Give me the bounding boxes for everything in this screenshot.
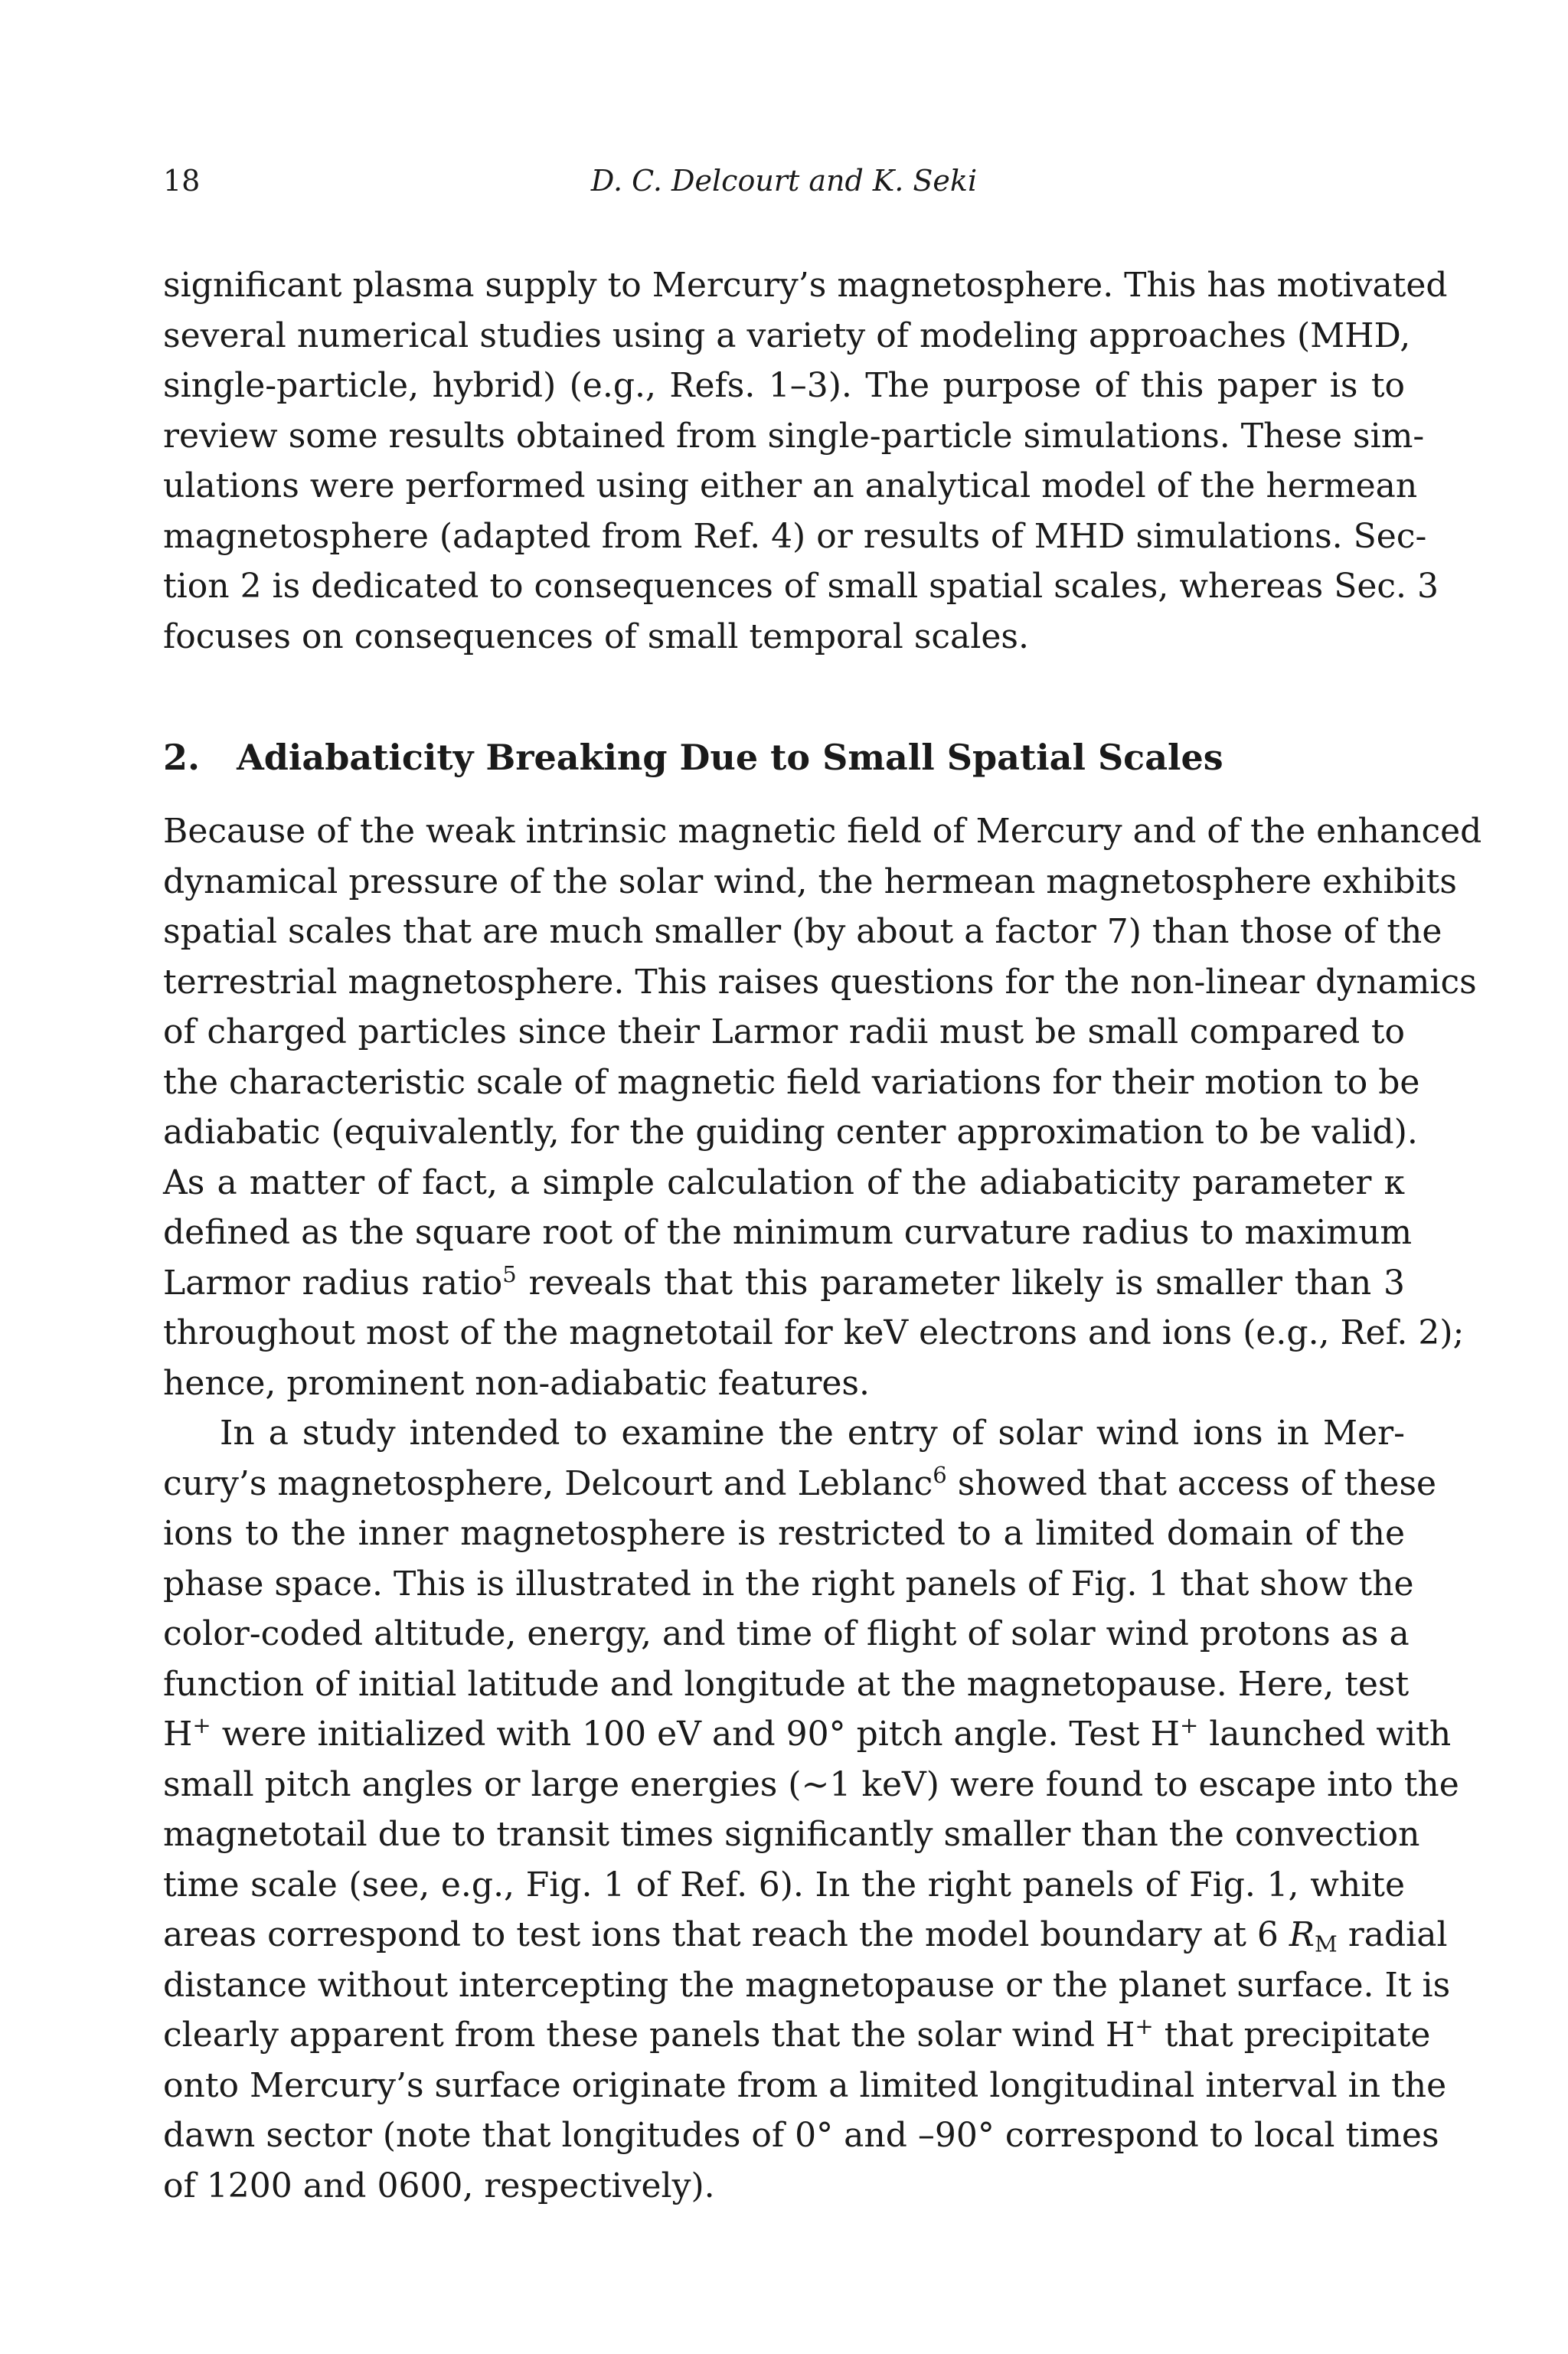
text-line: significant plasma supply to Mercury’s magnetosphere. This has motivated <box>163 266 1448 305</box>
text-line: adiabatic (equivalently, for the guiding center approximation to be valid). <box>163 1113 1418 1152</box>
text-line: Larmor radius ratio$^5$ reveals that this parameter likely is smaller than 3 <box>163 1260 1405 1303</box>
section-heading <box>163 737 1223 778</box>
text-line: magnetosphere (adapted from Ref. 4) or results of MHD simulations. Sec- <box>163 516 1427 556</box>
text-line: time scale (see, e.g., Fig. 1 of Ref. 6). In the right panels of Fig. 1, white <box>163 1865 1405 1904</box>
text-line: ions to the inner magnetosphere is restricted to a limited domain of the <box>163 1514 1405 1553</box>
text-line: the characteristic scale of magnetic field variations for their motion to be <box>163 1062 1420 1102</box>
text-line: cury’s magnetosphere, Delcourt and Leblanc$^6$ showed that access of these <box>163 1461 1437 1503</box>
text-line: defined as the square root of the minimum curvature radius to maximum <box>163 1213 1413 1252</box>
text-line: tion 2 is dedicated to consequences of small spatial scales, whereas Sec. 3 <box>163 567 1439 606</box>
text-line: As a matter of fact, a simple calculation of the adiabaticity parameter κ <box>163 1162 1405 1202</box>
text-line: phase space. This is illustrated in the right panels of Fig. 1 that show the <box>163 1564 1414 1604</box>
ref-superscript: 5 <box>502 1260 517 1287</box>
text-line: hence, prominent non-adiabatic features. <box>163 1363 870 1403</box>
page-header <box>163 164 1405 202</box>
text-line: magnetotail due to transit times significantly smaller than the convection <box>163 1815 1420 1854</box>
text-line: several numerical studies using a variety of modeling approaches (MHD, <box>163 316 1411 355</box>
text-line: of charged particles since their Larmor radii must be small compared to <box>163 1012 1405 1051</box>
text-line: terrestrial magnetosphere. This raises questions for the non-linear dynamics <box>163 962 1477 1002</box>
text-line: clearly apparent from these panels that the solar wind H+ that precipitate <box>163 2013 1431 2055</box>
text-line: review some results obtained from single-particle simulations. These sim- <box>163 416 1425 456</box>
text-line: throughout most of the magnetotail for keV electrons and ions (e.g., Ref. 2); <box>163 1313 1465 1352</box>
section-title: Adiabaticity Breaking Due to Small Spatial Scales <box>237 737 1223 778</box>
ref-superscript: 6 <box>933 1461 947 1488</box>
text-line: small pitch angles or large energies (∼1 keV) were found to escape into the <box>163 1764 1459 1804</box>
text-line: H+ were initialized with 100 eV and 90° pitch angle. Test H+ launched with <box>163 1712 1452 1754</box>
running-head: D. C. Delcourt and K. Seki <box>590 164 978 198</box>
text-line: of 1200 and 0600, respectively). <box>163 2166 715 2205</box>
text-line: ulations were performed using either an analytical model of the hermean <box>163 466 1418 505</box>
text-line: areas correspond to test ions that reach the model boundary at 6 $R_M$ radial <box>163 1915 1448 1957</box>
paragraph-2 <box>163 1408 1459 2211</box>
text-line: Because of the weak intrinsic magnetic field of Mercury and of the enhanced <box>163 812 1482 851</box>
text-line: focuses on consequences of small temporal scales. <box>163 616 1029 656</box>
section-number: 2. <box>163 737 201 778</box>
text-line: dynamical pressure of the solar wind, the hermean magnetosphere exhibits <box>163 861 1457 901</box>
page-number: 18 <box>163 164 201 198</box>
text-line: color-coded altitude, energy, and time of flight of solar wind protons as a <box>163 1614 1410 1653</box>
intro-paragraph <box>163 260 1448 662</box>
text-line: spatial scales that are much smaller (by about a factor 7) than those of the <box>163 912 1442 951</box>
text-line: dawn sector (note that longitudes of 0° and –90° correspond to local times <box>163 2116 1439 2155</box>
text-line: single-particle, hybrid) (e.g., Refs. 1–3). The purpose of this paper is to <box>163 366 1405 405</box>
text-line: distance without intercepting the magnetopause or the planet surface. It is <box>163 1965 1451 2005</box>
text-line: onto Mercury’s surface originate from a limited longitudinal interval in the <box>163 2065 1447 2105</box>
paragraph-1 <box>163 806 1482 1408</box>
text-line: In a study intended to examine the entry of solar wind ions in Mer- <box>220 1414 1405 1453</box>
text-line: function of initial latitude and longitude at the magnetopause. Here, test <box>163 1664 1410 1704</box>
